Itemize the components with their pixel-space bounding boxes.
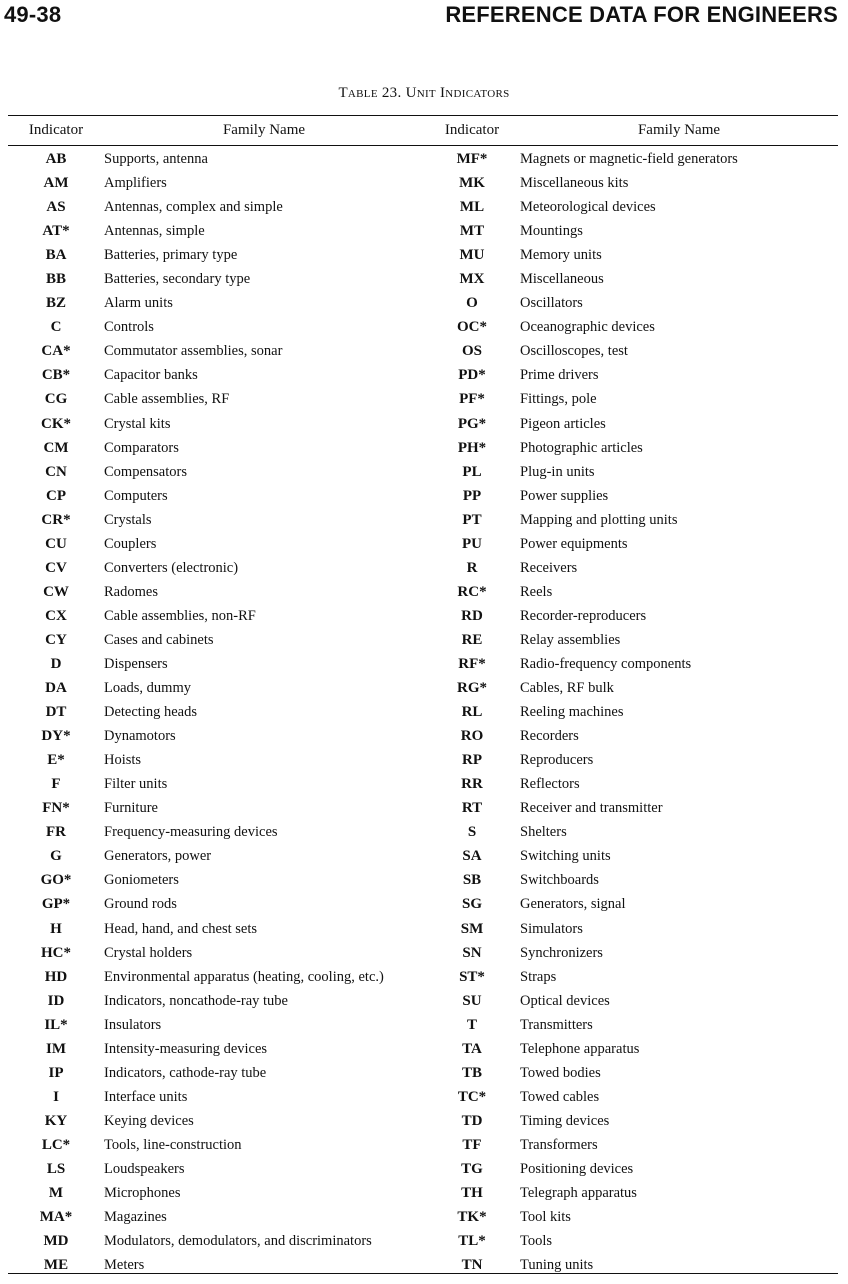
indicator-right: TK* <box>457 1209 487 1226</box>
family-name-right: Miscellaneous kits <box>520 175 629 192</box>
family-name-left: Environmental apparatus (heating, cooling, etc.) <box>104 968 384 985</box>
indicator-right: RL <box>461 704 483 721</box>
table-row <box>8 965 838 989</box>
family-name-left: Comparators <box>104 439 179 456</box>
family-name-right: Receivers <box>520 559 578 576</box>
indicator-left: C <box>50 319 62 336</box>
family-name-left: Magazines <box>104 1209 167 1226</box>
family-name-right: Reels <box>520 583 553 600</box>
family-name-right: Meteorological devices <box>520 199 656 216</box>
indicator-left: BB <box>45 271 66 288</box>
family-name-right: Telephone apparatus <box>520 1040 640 1057</box>
family-name-left: Hoists <box>104 752 142 769</box>
indicator-right: RG* <box>457 680 487 697</box>
family-name-right: Prime drivers <box>520 367 599 384</box>
indicator-right: SU <box>462 992 482 1009</box>
indicator-left: DA <box>45 680 67 697</box>
table-row <box>8 796 838 820</box>
indicator-left: HC* <box>41 944 71 961</box>
family-name-right: Cables, RF bulk <box>520 680 614 697</box>
table-row <box>8 917 838 941</box>
family-name-left: Cases and cabinets <box>104 631 214 648</box>
family-name-right: Recorders <box>520 728 579 745</box>
family-name-right: Power supplies <box>520 487 609 504</box>
indicator-right: TC* <box>457 1088 487 1105</box>
indicator-right: SB <box>462 872 482 889</box>
indicator-left: MA* <box>39 1209 73 1226</box>
family-name-left: Antennas, complex and simple <box>104 199 283 216</box>
indicator-left: MD <box>43 1233 69 1250</box>
family-name-left: Insulators <box>104 1016 162 1033</box>
indicator-left: CA* <box>41 343 71 360</box>
table-row <box>8 339 838 363</box>
indicator-left: AS <box>46 199 66 216</box>
indicator-left: CM <box>43 439 69 456</box>
indicator-left: CG <box>44 391 68 408</box>
table-row <box>8 1109 838 1133</box>
family-name-left: Supports, antenna <box>104 151 208 167</box>
family-name-left: Batteries, secondary type <box>104 271 251 288</box>
family-name-left: Crystal holders <box>104 944 193 961</box>
indicator-left: IP <box>48 1064 64 1081</box>
indicator-left: AB <box>45 151 67 167</box>
table-row <box>8 532 838 556</box>
family-name-right: Optical devices <box>520 992 610 1009</box>
table-row <box>8 484 838 508</box>
indicator-right: R <box>466 559 478 576</box>
indicator-left: KY <box>44 1112 68 1129</box>
table-row <box>8 1037 838 1061</box>
family-name-right: Miscellaneous <box>520 271 604 288</box>
table-row <box>8 580 838 604</box>
indicator-left: D <box>50 655 62 672</box>
table-row <box>8 941 838 965</box>
family-name-left: Commutator assemblies, sonar <box>104 343 283 360</box>
family-name-left: Indicators, cathode-ray tube <box>104 1064 267 1081</box>
family-name-right: Switchboards <box>520 872 599 889</box>
indicator-left: G <box>50 848 62 865</box>
family-name-right: Radio-frequency components <box>520 655 692 672</box>
table-row <box>8 267 838 291</box>
table-row <box>8 171 838 195</box>
indicator-left: H <box>50 920 62 937</box>
indicator-left: BZ <box>45 295 66 312</box>
family-name-left: Cable assemblies, RF <box>104 391 230 408</box>
family-name-right: Timing devices <box>520 1112 610 1129</box>
page-number: 49-38 <box>4 2 62 27</box>
family-name-right: Fittings, pole <box>520 391 597 408</box>
family-name-left: Alarm units <box>104 295 173 312</box>
indicator-left: E* <box>47 752 65 769</box>
indicator-right: RC* <box>457 583 487 600</box>
table-row <box>8 724 838 748</box>
table-row <box>8 868 838 892</box>
table-row <box>8 700 838 724</box>
table-row <box>8 291 838 315</box>
indicator-left: CK* <box>41 415 71 432</box>
table-row <box>8 1085 838 1109</box>
family-name-right: Shelters <box>520 824 567 841</box>
family-name-left: Generators, power <box>104 848 212 865</box>
table-row <box>8 989 838 1013</box>
family-name-left: Goniometers <box>104 872 179 889</box>
family-name-left: Antennas, simple <box>104 223 205 240</box>
table-title: Table 23. Unit Indicators <box>338 85 510 101</box>
indicator-left: FN* <box>42 800 70 817</box>
indicator-left: CX <box>45 607 67 624</box>
family-name-right: Reflectors <box>520 776 580 793</box>
family-name-right: Photographic articles <box>520 439 643 456</box>
indicator-left: ID <box>47 992 65 1009</box>
indicator-left: AT* <box>42 223 70 240</box>
indicator-right: SA <box>462 848 482 865</box>
family-name-left: Compensators <box>104 463 187 480</box>
family-name-right: Reproducers <box>520 752 594 769</box>
indicator-right: RD <box>461 607 483 624</box>
table-row <box>8 1013 838 1037</box>
indicator-right: RP <box>462 752 482 769</box>
indicator-left: GP* <box>41 896 71 913</box>
indicator-right: TF <box>462 1136 482 1153</box>
table-row <box>8 1205 838 1229</box>
table-row <box>8 1061 838 1085</box>
table-row <box>8 1229 838 1253</box>
indicator-left: LC* <box>41 1136 71 1153</box>
family-name-left: Crystal kits <box>104 415 171 432</box>
family-name-left: Capacitor banks <box>104 367 198 384</box>
family-name-left: Head, hand, and chest sets <box>104 920 258 937</box>
indicator-right: TB <box>461 1064 482 1081</box>
family-name-left: Microphones <box>104 1185 181 1202</box>
indicator-right: PL <box>462 463 482 480</box>
family-name-left: Crystals <box>104 511 152 528</box>
table-row <box>8 748 838 772</box>
indicator-right: OS <box>461 343 482 360</box>
indicator-right: RO <box>460 728 484 745</box>
table-row <box>8 604 838 628</box>
family-name-left: Modulators, demodulators, and discriminators <box>104 1233 372 1250</box>
table-row <box>8 892 838 916</box>
family-name-left: Amplifiers <box>104 175 167 192</box>
table-row <box>8 363 838 387</box>
table-row <box>8 1181 838 1205</box>
family-name-right: Mountings <box>520 223 583 240</box>
family-name-left: Controls <box>104 319 154 336</box>
indicator-right: TD <box>461 1112 483 1129</box>
family-name-right: Telegraph apparatus <box>520 1185 637 1202</box>
family-name-right: Straps <box>520 968 557 985</box>
indicator-right: TG <box>461 1160 483 1177</box>
table-row <box>8 652 838 676</box>
family-name-right: Towed cables <box>520 1088 600 1105</box>
family-name-right: Switching units <box>520 848 611 865</box>
column-header-family-name-right: Family Name <box>637 122 721 138</box>
family-name-left: Ground rods <box>104 896 177 913</box>
indicator-right: PH* <box>457 439 487 456</box>
family-name-left: Batteries, primary type <box>104 247 238 264</box>
indicator-right: TA <box>462 1040 482 1057</box>
family-name-left: Dispensers <box>104 655 168 672</box>
indicator-right: MX <box>459 271 485 288</box>
family-name-right: Oscillators <box>520 295 583 312</box>
indicator-left: CB* <box>41 367 71 384</box>
family-name-right: Magnets or magnetic-field generators <box>520 151 738 167</box>
family-name-left: Couplers <box>104 535 157 552</box>
family-name-left: Indicators, noncathode-ray tube <box>104 992 288 1009</box>
indicator-right: MU <box>459 247 485 264</box>
indicator-right: SG <box>461 896 482 913</box>
indicator-right: O <box>466 295 478 312</box>
table-row <box>8 844 838 868</box>
table-row <box>8 772 838 796</box>
indicator-right: ML <box>459 199 485 216</box>
family-name-right: Transmitters <box>520 1016 593 1033</box>
indicator-right: PT <box>462 511 482 528</box>
indicator-right: MT <box>459 223 485 240</box>
indicator-left: CN <box>45 463 67 480</box>
family-name-left: Radomes <box>104 583 158 600</box>
indicator-right: ST* <box>459 968 485 985</box>
indicator-left: BA <box>45 247 67 264</box>
indicator-right: RE <box>461 631 483 648</box>
family-name-left: Loads, dummy <box>104 680 191 697</box>
indicator-left: FR <box>46 824 66 841</box>
indicator-left: CY <box>45 631 67 648</box>
indicator-left: M <box>48 1185 64 1202</box>
indicator-right: MK <box>459 175 485 192</box>
table-row <box>8 147 838 171</box>
family-name-left: Computers <box>104 487 168 504</box>
indicator-right: SM <box>460 920 484 937</box>
family-name-left: Filter units <box>104 776 168 793</box>
indicator-right: SN <box>462 944 482 961</box>
table-row <box>8 412 838 436</box>
family-name-left: Interface units <box>104 1088 188 1105</box>
table-row <box>8 1157 838 1181</box>
family-name-right: Power equipments <box>520 535 628 552</box>
column-header-indicator-left: Indicator <box>28 122 84 138</box>
family-name-left: Intensity-measuring devices <box>104 1040 268 1057</box>
indicator-right: TH <box>461 1185 483 1202</box>
indicator-right: RT <box>461 800 483 817</box>
table-row <box>8 243 838 267</box>
family-name-right: Tool kits <box>520 1209 571 1226</box>
indicator-right: PF* <box>459 391 485 408</box>
indicator-left: CR* <box>41 511 71 528</box>
indicator-left: AM <box>43 175 69 192</box>
indicator-left: CV <box>45 559 67 576</box>
family-name-right: Towed bodies <box>520 1064 601 1081</box>
indicator-right: PD* <box>458 367 486 384</box>
table-row <box>8 315 838 339</box>
column-header-family-name-left: Family Name <box>222 122 306 138</box>
table-row <box>8 436 838 460</box>
family-name-right: Simulators <box>520 920 583 937</box>
indicator-right: T <box>466 1016 477 1033</box>
table-row <box>8 387 838 411</box>
family-name-right: Oscilloscopes, test <box>520 343 628 360</box>
family-name-left: Tools, line-construction <box>104 1136 242 1153</box>
table-row <box>8 676 838 700</box>
indicator-left: F <box>51 776 61 793</box>
table-body <box>8 147 838 1277</box>
indicator-left: LS <box>46 1160 66 1177</box>
family-name-right: Transformers <box>520 1136 598 1153</box>
indicator-right: RR <box>461 776 483 793</box>
table-row <box>8 556 838 580</box>
indicator-left: CP <box>46 487 66 504</box>
table-row <box>8 508 838 532</box>
family-name-left: Frequency-measuring devices <box>104 824 278 841</box>
indicator-left: GO* <box>40 872 72 889</box>
table-row <box>8 820 838 844</box>
family-name-right: Mapping and plotting units <box>520 511 678 528</box>
table-row <box>8 195 838 219</box>
family-name-left: Converters (electronic) <box>104 559 239 576</box>
family-name-left: Dynamotors <box>104 728 176 745</box>
family-name-left: Cable assemblies, non-RF <box>104 607 256 624</box>
indicator-right: OC* <box>457 319 487 336</box>
indicator-right: PG* <box>457 415 487 432</box>
indicator-left: HD <box>44 968 68 985</box>
table-row <box>8 460 838 484</box>
family-name-left: Furniture <box>104 800 158 817</box>
table-top-rule <box>8 115 838 116</box>
table-row <box>8 219 838 243</box>
family-name-right: Oceanographic devices <box>520 319 655 336</box>
family-name-right: Receiver and transmitter <box>520 800 663 817</box>
indicator-left: ME <box>43 1257 69 1274</box>
indicator-left: I <box>53 1088 59 1105</box>
table-header-rule <box>8 145 838 146</box>
family-name-right: Recorder-reproducers <box>520 607 647 624</box>
family-name-right: Memory units <box>520 247 602 264</box>
indicator-left: IM <box>46 1040 66 1057</box>
family-name-right: Reeling machines <box>520 704 624 721</box>
indicator-left: DY* <box>41 728 71 745</box>
column-header-indicator-right: Indicator <box>444 122 500 138</box>
indicator-left: IL* <box>44 1016 68 1033</box>
family-name-left: Keying devices <box>104 1112 194 1129</box>
indicator-right: S <box>467 824 477 841</box>
family-name-left: Detecting heads <box>104 704 198 721</box>
family-name-left: Loudspeakers <box>104 1160 185 1177</box>
indicator-left: DT <box>45 704 67 721</box>
indicator-right: PP <box>462 487 482 504</box>
indicator-right: PU <box>462 535 482 552</box>
family-name-right: Tuning units <box>520 1257 594 1274</box>
indicator-left: CW <box>43 583 69 600</box>
indicator-right: TN <box>461 1257 483 1274</box>
family-name-right: Pigeon articles <box>520 415 606 432</box>
indicator-right: MF* <box>456 151 488 167</box>
family-name-right: Generators, signal <box>520 896 626 913</box>
table-bottom-rule <box>8 1273 838 1274</box>
family-name-right: Synchronizers <box>520 944 603 961</box>
family-name-right: Plug-in units <box>520 463 595 480</box>
family-name-right: Relay assemblies <box>520 631 621 648</box>
indicator-right: TL* <box>458 1233 486 1250</box>
table-row <box>8 628 838 652</box>
running-title: REFERENCE DATA FOR ENGINEERS <box>445 2 838 27</box>
family-name-right: Tools <box>520 1233 553 1250</box>
indicator-right: RF* <box>458 655 486 672</box>
family-name-left: Meters <box>104 1257 145 1274</box>
indicator-left: CU <box>45 535 67 552</box>
table-row <box>8 1133 838 1157</box>
family-name-right: Positioning devices <box>520 1160 634 1177</box>
